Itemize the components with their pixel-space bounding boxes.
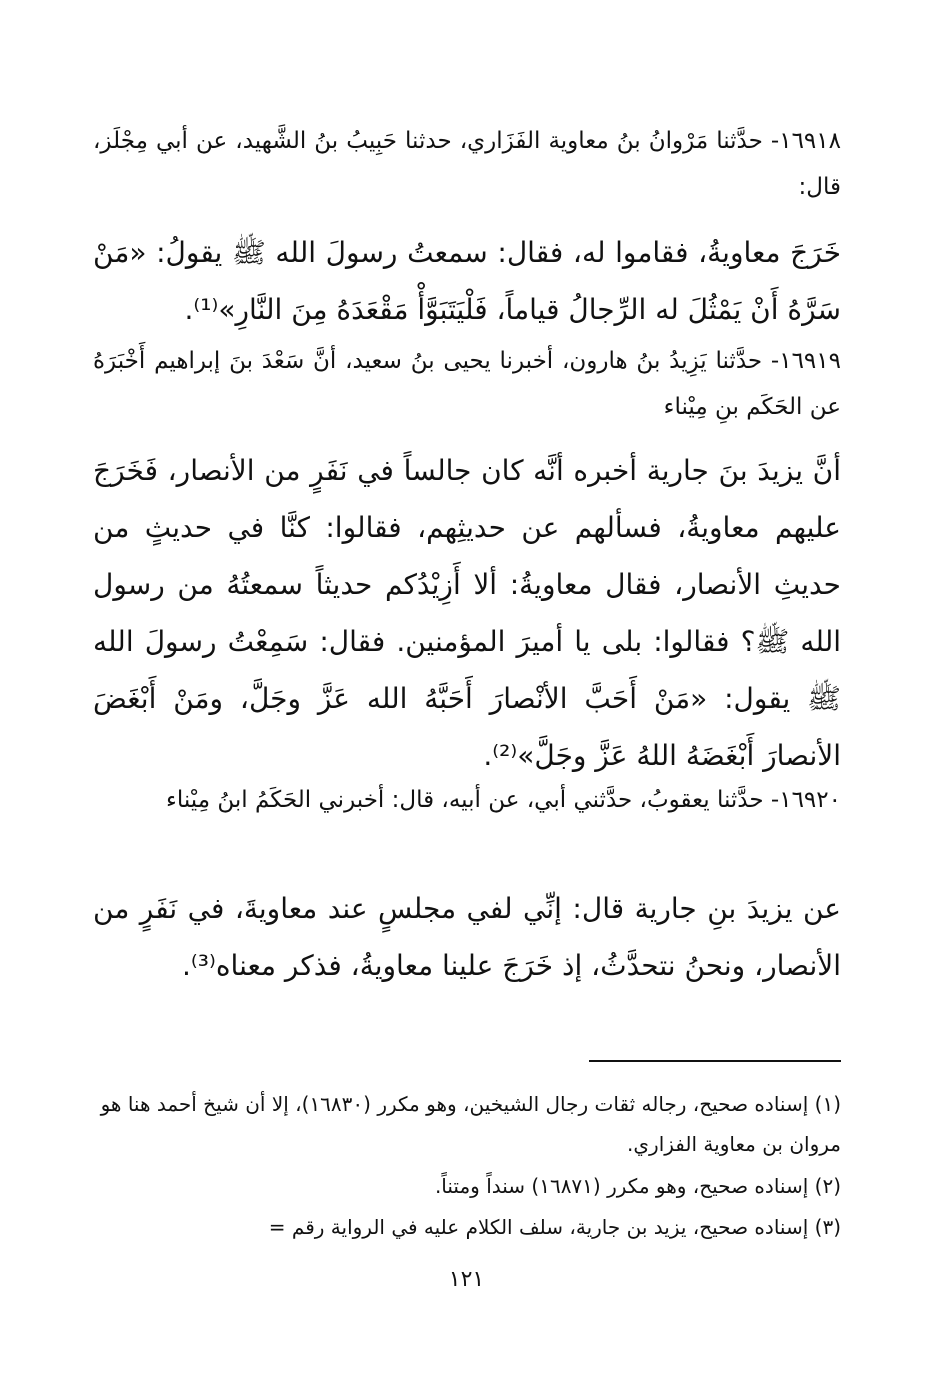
hadith-16920-matn: عن يزيدَ بنِ جارية قال: إنِّي لفي مجلسٍ عند معاويةَ، في نَفَرٍ من الأنصار، ونحنُ نتحدَّثُ، إذ خَرَجَ علينا معاويةُ، فذكر معناه⁽³⁾. [93,892,841,982]
page-number: ١٢١ [448,1267,485,1292]
hadith-16920-isnad: ١٦٩٢٠- حدَّثنا يعقوبُ، حدَّثني أبي، عن أبيه، قال: أخبرني الحَكَمُ ابنُ مِيْناء [166,787,841,813]
hadith-16919-matn: أنَّ يزيدَ بنَ جارية أخبره أنَّه كان جالساً في نَفَرٍ من الأنصار، فَخَرَجَ عليهم معاويةُ، فسألهم عن حديثِهم، فقالوا: كنَّا في حديثٍ من حديثِ الأنصار، فقال معاويةُ: ألا أَزِيْدُكم حديثاً سمعتُهُ من رسول الله ﷺ؟ فقالوا: بلى يا أميرَ المؤمنين. فقال: سَمِعْتُ رسولَ الله ﷺ يقول: «مَنْ أَحَبَّ الأنْصارَ أَحَبَّهُ الله عَزَّ وجَلَّ، ومَنْ أَبْغَضَ الأنصارَ أَبْغَضَهُ اللهُ عَزَّ وجَلَّ»⁽²⁾. [93,454,841,772]
hadith-16919-isnad: ١٦٩١٩- حدَّثنا يَزِيدُ بنُ هارون، أخبرنا يحيى بنُ سعيد، أنَّ سَعْدَ بنَ إبراهيم أَخْبَرَهُ عن الحَكَم بنِ مِيْناء [93,348,841,420]
footnote-1: (١) إسناده صحيح، رجاله ثقات رجال الشيخين، وهو مكرر (١٦٨٣٠)، إلا أن شيخ أحمد هنا هو مروان بن معاوية الفزاري. [100,1092,841,1156]
hadith-16918-matn: خَرَجَ معاويةُ، فقاموا له، فقال: سمعتُ رسولَ الله ﷺ يقولُ: «مَنْ سَرَّهُ أَنْ يَمْثُلَ له الرِّجالُ قياماً، فَلْيَتَبَوَّأْ مَقْعَدَهُ مِنَ النَّارِ»⁽¹⁾. [93,236,841,326]
footnote-2: (٢) إسناده صحيح، وهو مكرر (١٦٨٧١) سنداً ومتناً. [434,1174,841,1198]
footnote-separator [589,1060,841,1062]
footnote-3: (٣) إسناده صحيح، يزيد بن جارية، سلف الكلام عليه في الرواية رقم = [268,1215,841,1239]
hadith-16918-isnad: ١٦٩١٨- حدَّثنا مَرْوانُ بنُ معاوية الفَزَاري، حدثنا حَبِيبُ بنُ الشَّهيد، عن أبي مِجْلَز، قال: [93,128,841,200]
